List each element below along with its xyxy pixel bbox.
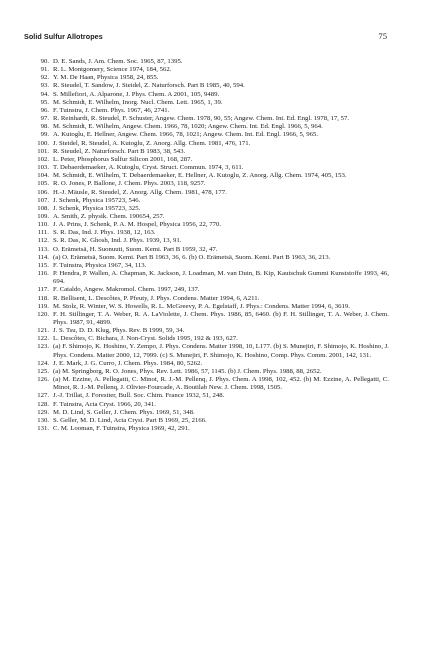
reference-text: J. A. Prins, J. Schenk, P. A. M. Hospel, Physica 1956, 22, 770. (53, 221, 222, 229)
reference-number: 100. (37, 139, 49, 147)
reference-text: R. Steudel, Z. Naturforsch. Part B 1983, 38, 543. (53, 147, 186, 155)
page-number: 75 (378, 31, 387, 41)
reference-item (27, 180, 389, 188)
reference-number: 115. (37, 261, 49, 269)
reference-number: 116. (37, 270, 49, 278)
reference-item (27, 425, 389, 433)
reference-number: 104. (37, 172, 49, 180)
reference-item (27, 335, 389, 343)
reference-number: 123. (37, 343, 49, 351)
reference-text: F. Tuinstra, J. Chem. Phys. 1967, 46, 2741. (53, 106, 170, 114)
reference-number: 105. (37, 180, 49, 188)
reference-number: 114. (37, 253, 49, 261)
reference-text: Y. M. De Haan, Physica 1958, 24, 855. (53, 74, 159, 82)
reference-number: 96. (40, 106, 49, 114)
reference-text: F. Tuinstra, Acta Cryst. 1966, 20, 341. (53, 400, 156, 408)
reference-number: 102. (37, 155, 49, 163)
reference-number: 112. (37, 237, 49, 245)
reference-item (27, 66, 389, 74)
reference-item (27, 164, 389, 172)
reference-text: J.-J. Trillat, J. Forestier, Bull. Soc. Chim. France 1932, 51, 248. (53, 392, 225, 400)
reference-text: P. Hendra, P. Wallen, A. Chapman, K. Jackson, J. Loadman, M. van Duin, B. Kip, Kautschuk Gummi Kunststoffe 1993, 46, 694. (53, 270, 389, 286)
reference-number: 92. (40, 74, 49, 82)
reference-text: M. Schmidt, E. Wilhelm, Inorg. Nucl. Chem. Lett. 1965, 1, 39. (53, 98, 223, 106)
reference-number: 124. (37, 359, 49, 367)
reference-number: 125. (37, 367, 49, 375)
reference-item (27, 392, 389, 400)
reference-text: J. Schenk, Physica 195723, 546. (53, 196, 141, 204)
reference-item (27, 237, 389, 245)
reference-text: T. Debaerdemaeker, A. Kutoglu, Cryst. Struct. Commun. 1974, 3, 611. (53, 164, 244, 172)
reference-item (27, 343, 389, 359)
reference-text: A. Smith, Z. physik. Chem. 190654, 257. (53, 212, 165, 220)
reference-number: 103. (37, 164, 49, 172)
reference-text: F. Cataldo, Angew. Makromol. Chem. 1997, 249, 137. (53, 286, 200, 294)
reference-text: J. S. Tsu, D. D. Klug, Phys. Rev. B 1999, 59, 34. (53, 327, 185, 335)
reference-number: 97. (40, 115, 49, 123)
reference-number: 94. (40, 90, 49, 98)
reference-text: S. R. Das, Ind. J. Phys. 1938, 12, 163. (53, 229, 156, 237)
reference-number: 108. (37, 204, 49, 212)
reference-item (27, 229, 389, 237)
reference-text: S. R. Das, K. Ghosh, Ind. J. Phys. 1939, 13, 91. (53, 237, 182, 245)
reference-item (27, 270, 389, 286)
reference-item (27, 140, 389, 148)
reference-text: M. D. Lind, S. Geller, J. Chem. Phys. 1969, 51, 348. (53, 408, 195, 416)
reference-text: M. Schmidt, E. Wilhelm, T. Debaerdemaeker, E. Hellner, A. Kutoglu, Z. Anorg. Allg. Chem. 1974, 405, 153. (53, 172, 347, 180)
reference-item (27, 148, 389, 156)
reference-item (27, 311, 389, 327)
reference-text: (a) M. Ezzine, A. Pellegatti, C. Minot, R. J.-M. Pellenq, J. Phys. Chem. A 1998, 102, 452. (b) M. Ezzine, A. Pellegatti, C. Minot, R. J.-M. Pellenq, J. Olivier-Fourcade, A. Boutilab New. J. Chem. 1998, 1505. (53, 376, 389, 392)
reference-text: (a) O. Erämetsä, Suom. Kemi. Part B 1963, 36, 6. (b) O. Erämetsä, Suom. Kemi. Part B 1963, 36, 213. (53, 253, 331, 261)
reference-number: 121. (37, 327, 49, 335)
reference-item (27, 156, 389, 164)
reference-number: 111. (37, 229, 49, 237)
reference-text: (a) F. Shimojo, K. Hoshino, Y. Zempo, J. Phys. Condens. Matter 1998, 10, L177. (b) S. Munejiri, F. Shimojo, K. Hoshino, J. Phys. Condens. Matter 2000, 12, 7999. (c) S. Munejiri, F. Shimojo, K. Hoshino, Comp. Phys. Comm. 2001, 142, 131. (53, 343, 389, 359)
reference-item (27, 189, 389, 197)
reference-number: 117. (37, 286, 49, 294)
reference-item (27, 401, 389, 409)
reference-text: M. Schmidt, E. Wilhelm, Angew. Chem. 1966, 78, 1020; Angew. Chem. Int. Ed. Engl. 1966, 5, 964. (53, 123, 323, 131)
running-head: Solid Sulfur Allotropes (24, 32, 103, 41)
reference-item (27, 82, 389, 90)
reference-text: F. H. Stillinger, T. A. Weber, R. A. LaViolette, J. Chem. Phys. 1986, 85, 6460. (b) F. H. Stillinger, T. A. Weber, J. Chem. Phys. 1987, 91, 4899. (53, 310, 389, 326)
reference-item (27, 213, 389, 221)
reference-number: 127. (37, 392, 49, 400)
reference-item (27, 246, 389, 254)
reference-number: 126. (37, 376, 49, 384)
reference-text: (a) M. Springborg, R. O. Jones, Phys. Rev. Lett. 1986, 57, 1145. (b) J. Chem. Phys. 1988, 88, 2652. (53, 367, 322, 375)
reference-item (27, 417, 389, 425)
reference-item (27, 99, 389, 107)
reference-text: A. Kutoglu, E. Hellner, Angew. Chem. 1966, 78, 1021; Angew. Chem. Int. Ed. Engl. 1966, 5, 965. (53, 131, 319, 139)
reference-text: C. M. Looman, F. Tuinstra, Physica 1969, 42, 291. (53, 425, 190, 433)
reference-item (27, 303, 389, 311)
page-header (24, 32, 387, 46)
reference-text: M. Stolz, R. Winter, W. S. Howells, R. L. McGreevy, P. A. Egelstaff, J. Phys.: Condens. Matter 1994, 6, 3619. (53, 302, 350, 310)
reference-text: L. Peter, Phosphorus Sulfur Silicon 2001, 168, 287. (53, 155, 193, 163)
reference-text: S. Millefiori, A. Alparone, J. Phys. Chem. A 2001, 105, 9489. (53, 90, 220, 98)
reference-text: R. O. Jones, P. Ballone, J. Chem. Phys. 2003, 118, 9257. (53, 180, 206, 188)
reference-text: F. Tuinstra, Physica 1967, 34, 113. (53, 261, 147, 269)
reference-item (27, 172, 389, 180)
reference-number: 106. (37, 188, 49, 196)
reference-item (27, 409, 389, 417)
reference-number: 131. (37, 425, 49, 433)
reference-item (27, 327, 389, 335)
reference-list (27, 58, 389, 433)
reference-item (27, 74, 389, 82)
reference-item (27, 376, 389, 392)
reference-text: O. Erämetsä, H. Suonuuti, Suom. Kemi. Part B 1959, 32, 47. (53, 245, 218, 253)
reference-text: J. Steidel, R. Steudel, A. Kutoglu, Z. Anorg. Allg. Chem. 1981, 476, 171. (53, 139, 251, 147)
reference-item (27, 221, 389, 229)
reference-number: 122. (37, 335, 49, 343)
reference-text: R. L. Montgomery, Science 1974, 184, 562. (53, 66, 172, 74)
reference-number: 93. (40, 82, 49, 90)
reference-item (27, 254, 389, 262)
reference-number: 130. (37, 416, 49, 424)
reference-item (27, 123, 389, 131)
reference-number: 109. (37, 212, 49, 220)
reference-number: 129. (37, 408, 49, 416)
reference-number: 128. (37, 400, 49, 408)
reference-number: 91. (40, 66, 49, 74)
reference-text: D. E. Sands, J. Am. Chem. Soc. 1965, 87, 1395. (53, 58, 183, 65)
reference-item (27, 58, 389, 66)
reference-item (27, 286, 389, 294)
reference-text: R. Bellisent, L. Descôtes, P. Pfeuty, J. Phys. Condens. Matter 1994, 6, A211. (53, 294, 260, 302)
reference-text: S. Geller, M. D. Lind, Acta Cryst. Part B 1969, 25, 2166. (53, 416, 207, 424)
reference-text: H.-J. Mäusle, R. Steudel, Z. Anorg. Allg. Chem. 1981, 478, 177. (53, 188, 227, 196)
reference-number: 118. (37, 294, 49, 302)
reference-item (27, 115, 389, 123)
reference-text: R. Steudel, T. Sandow, J. Steidel, Z. Naturforsch. Part B 1985, 40, 594. (53, 82, 245, 90)
reference-number: 90. (40, 58, 49, 65)
reference-number: 99. (40, 131, 49, 139)
reference-number: 113. (37, 245, 49, 253)
reference-item (27, 131, 389, 139)
reference-item (27, 360, 389, 368)
reference-number: 119. (37, 302, 49, 310)
reference-item (27, 197, 389, 205)
reference-item (27, 368, 389, 376)
reference-item (27, 107, 389, 115)
reference-number: 101. (37, 147, 49, 155)
reference-number: 110. (37, 221, 49, 229)
reference-item (27, 295, 389, 303)
reference-number: 120. (37, 310, 49, 318)
reference-number: 107. (37, 196, 49, 204)
reference-number: 98. (40, 123, 49, 131)
reference-text: J. Schenk, Physica 195723, 325. (53, 204, 141, 212)
reference-item (27, 91, 389, 99)
reference-text: L. Descôtes, C. Bichara, J. Non-Cryst. Solids 1995, 192 & 193, 627. (53, 335, 238, 343)
reference-item (27, 205, 389, 213)
reference-number: 95. (40, 98, 49, 106)
reference-text: R. Reinhardt, R. Steudel, F. Schuster, Angew. Chem. 1978, 90, 55; Angew. Chem. Int. Ed. Engl. 1978, 17, 57. (53, 115, 350, 123)
reference-text: J. E. Mark, J. G. Curro, J. Chem. Phys. 1984, 80, 5262. (53, 359, 203, 367)
reference-item (27, 262, 389, 270)
